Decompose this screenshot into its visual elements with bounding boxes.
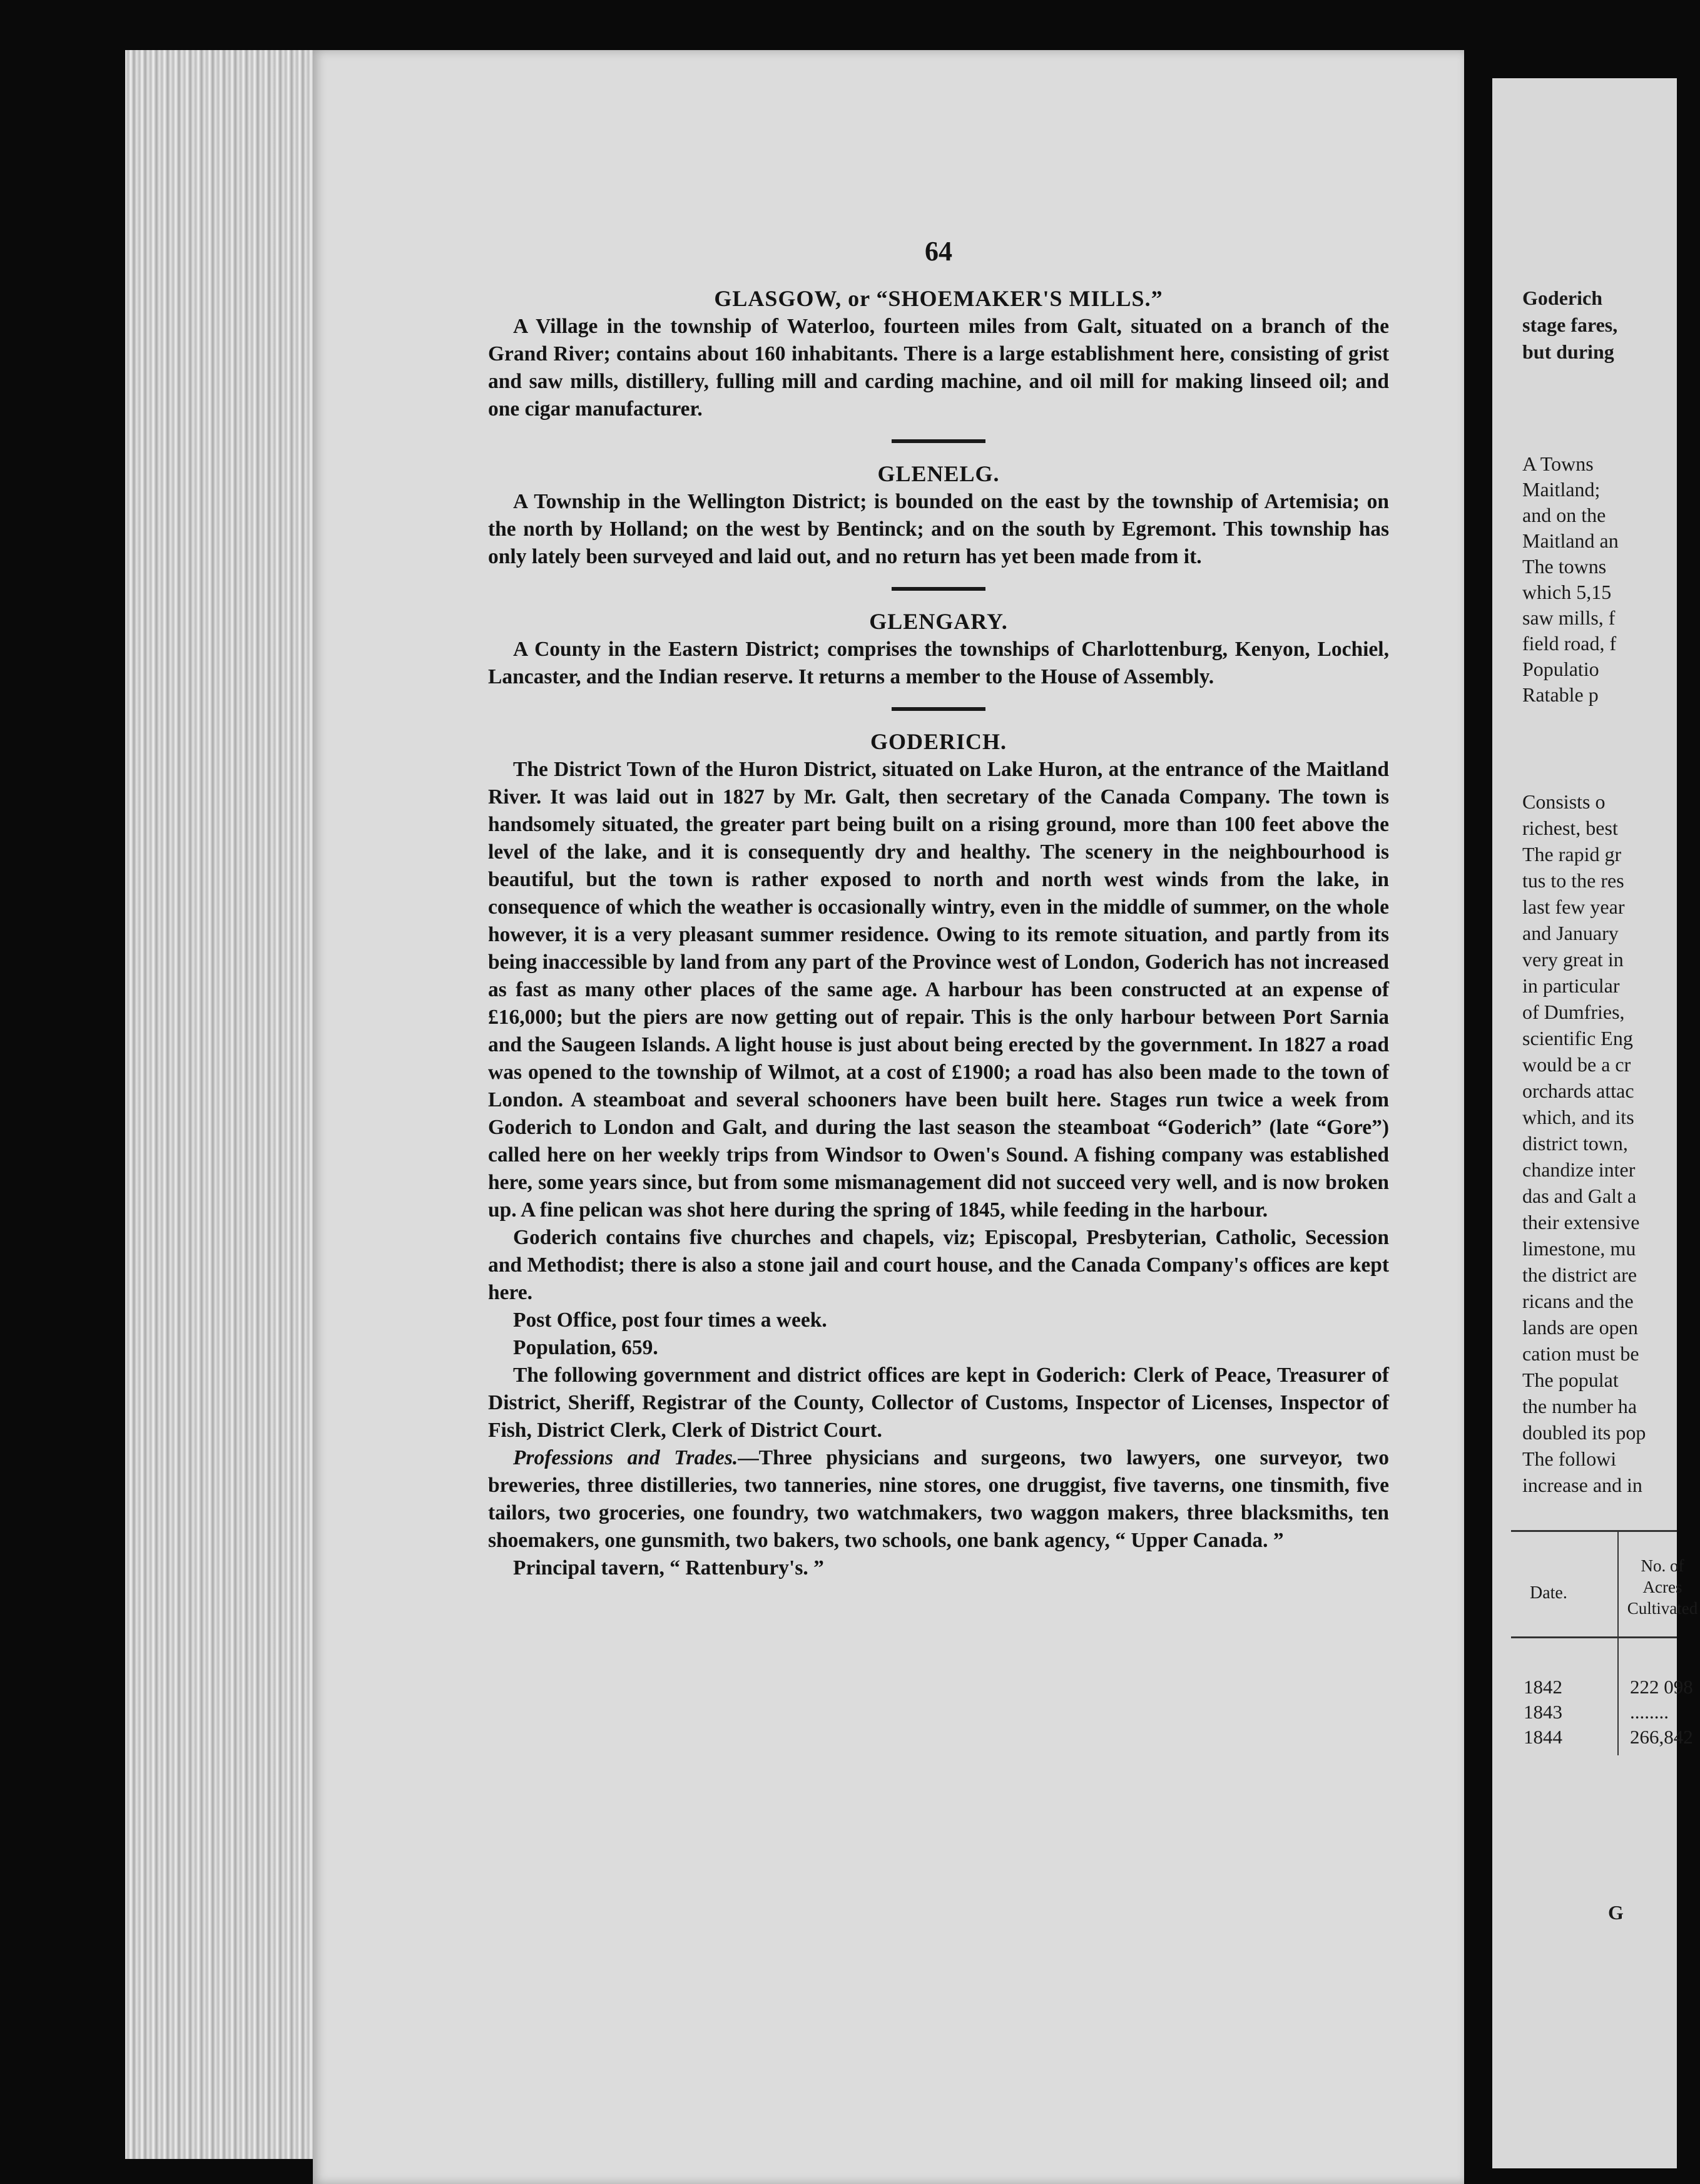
facing-page-line: Goderich — [1522, 287, 1602, 309]
section-divider — [892, 439, 985, 443]
facing-page-line: ricans and the — [1522, 1290, 1634, 1312]
facing-page-line: scientific Eng — [1522, 1027, 1633, 1049]
entry-paragraph: Goderich contains five churches and chapels, viz; Episcopal, Presbyterian, Catholic, Secession and Methodist; there is also a stone jail and court house, and the Canada Company's offices are kept here. — [488, 1226, 1389, 1304]
principal-tavern-line: Principal tavern, “ Rattenbury's. ” — [513, 1556, 824, 1579]
entry-paragraph: A Township in the Wellington District; is bounded on the east by the township of Artemisia; on the north by Holland; on the west by Bentinck; and on the south by Egremont. This township has only lately been surveyed and laid out, and no return has yet been made from it. — [488, 490, 1389, 568]
facing-page-line: increase and in — [1522, 1474, 1642, 1496]
entry-paragraph: The following government and district offices are kept in Goderich: Clerk of Peace, Treasurer of District, Sheriff, Registrar of the County, Collector of Customs, Inspector of Licenses, Inspector of Fish, District Clerk, Clerk of District Court. — [488, 1364, 1389, 1442]
facing-page-line: das and Galt a — [1522, 1185, 1637, 1207]
entry-glenelg — [488, 459, 1389, 571]
table-rule — [1511, 1636, 1677, 1638]
population-line: Population, 659. — [513, 1336, 658, 1359]
facing-page-line: field road, f — [1522, 632, 1617, 655]
facing-page-line: The followi — [1522, 1447, 1617, 1470]
facing-page-line: richest, best — [1522, 817, 1618, 839]
facing-page-line: lands are open — [1522, 1316, 1638, 1339]
facing-page-line: which, and its — [1522, 1106, 1634, 1128]
section-divider — [892, 707, 985, 711]
entry-paragraph: A County in the Eastern District; comprises the townships of Charlottenburg, Kenyon, Lochiel, Lancaster, and the Indian reserve. It returns a member to the House of Assembly. — [488, 638, 1389, 688]
entry-glasgow — [488, 284, 1389, 423]
table-rule — [1511, 1530, 1677, 1532]
entry-paragraph: The District Town of the Huron District, situated on Lake Huron, at the entrance of the Maitland River. It was laid out in 1827 by Mr. Galt, then secretary of the Canada Company. The town is handsomely situated, the greater part being built on a rising ground, more than 100 feet above the level of the lake, and it is consequently dry and healthy. The scenery in the neighbourhood is beautiful, but the town is rather exposed to north and north west winds from the lake, in consequence of which the weather is occasionally wintry, even in the middle of summer, on the whole however, it is a very pleasant summer residence. Owing to its remote situation, and partly from its being inaccessible by land from any part of the Province west of London, Goderich has not increased as fast as many other places of the same age. A harbour has been constructed at an expense of £16,000; but the piers are now getting out of repair. This is the only harbour between Port Sarnia and the Saugeen Islands. A light house is just about being erected by the government. In 1827 a road was opened to the township of Wilmot, at a cost of £1900; a road has also been made to the town of London. A steamboat and several schooners have been built here. Stages run twice a week from Goderich to London and Galt, and during the last season the steamboat “Goderich” (late “Gore”) called here on her weekly trips from Windsor to Owen's Sound. A fishing company was established here, some years since, but from some mismanagement did not succeed very well, and is now broken up. A fine pelican was shot here during the spring of 1845, while feeding in the harbour. — [488, 758, 1389, 1222]
facing-page-line: Ratable p — [1522, 683, 1599, 706]
facing-page-line: of Dumfries, — [1522, 1001, 1625, 1023]
facing-page-line: the number ha — [1522, 1395, 1637, 1417]
entry-title: GODERICH. — [870, 729, 1007, 754]
facing-page-line: chandize inter — [1522, 1158, 1636, 1181]
facing-page-line: A Towns — [1522, 452, 1594, 475]
facing-page-line: orchards attac — [1522, 1079, 1634, 1102]
table-cell: ........ — [1630, 1701, 1669, 1723]
page-content — [488, 238, 1389, 1582]
facing-page-line: would be a cr — [1522, 1053, 1631, 1076]
facing-page-line: which 5,15 — [1522, 581, 1612, 603]
entry-title: GLENGARY. — [869, 609, 1008, 634]
facing-page-line: very great in — [1522, 948, 1624, 971]
table-header: Date. — [1530, 1583, 1567, 1603]
facing-page-line: The rapid gr — [1522, 843, 1622, 865]
table-cell: 1844 — [1524, 1726, 1562, 1748]
table-cell: 266,842 — [1630, 1726, 1693, 1748]
facing-page-line: cation must be — [1522, 1342, 1639, 1365]
professions-paragraph — [488, 1444, 1389, 1554]
professions-label: Professions and Trades. — [513, 1446, 738, 1469]
facing-page-line: and on the — [1522, 504, 1606, 526]
facing-page-line: their extensive — [1522, 1211, 1640, 1233]
page-edge-stack — [125, 50, 313, 2159]
entry-paragraph: A Village in the township of Waterloo, fourteen miles from Galt, situated on a branch of the Grand River; contains about 160 inhabitants. There is a large establishment here, consisting of grist and saw mills, distillery, fulling mill and carding machine, and oil mill for making linseed oil; and one cigar manufacturer. — [488, 315, 1389, 421]
table-cell: 222 098 — [1630, 1676, 1693, 1698]
post-office-line: Post Office, post four times a week. — [513, 1309, 827, 1332]
facing-page-line: The towns — [1522, 555, 1607, 578]
table-header: No. of Acres Cultivated — [1627, 1556, 1698, 1618]
signature-mark: G — [1608, 1901, 1624, 1924]
professions-text: —Three physicians and surgeons, two lawyers, one surveyor, two breweries, three distilleries, two tanneries, nine stores, one druggist, five taverns, one tinsmith, five tailors, two groceries, one foundry, two watchmakers, two waggon makers, three blacksmiths, ten shoemakers, one gunsmith, two bakers, two schools, one bank agency, “ Upper Canada. ” — [488, 1446, 1389, 1552]
section-divider — [892, 587, 985, 591]
table-cell: 1843 — [1524, 1701, 1562, 1723]
table-cell: 1842 — [1524, 1676, 1562, 1698]
facing-page-line: and January — [1522, 922, 1619, 944]
facing-page-line: Consists o — [1522, 790, 1606, 813]
facing-page-line: Maitland an — [1522, 529, 1619, 552]
table-column-rule — [1617, 1530, 1619, 1755]
page-number: 64 — [925, 236, 952, 267]
facing-page-line: stage fares, — [1522, 314, 1618, 336]
facing-page-line: Maitland; — [1522, 478, 1601, 501]
facing-page-line: Populatio — [1522, 658, 1599, 680]
facing-page-line: tus to the res — [1522, 869, 1624, 892]
facing-page-line: doubled its pop — [1522, 1421, 1646, 1444]
entry-goderich — [488, 727, 1389, 1582]
facing-page-line: limestone, mu — [1522, 1237, 1636, 1260]
facing-page-line: in particular — [1522, 974, 1620, 997]
facing-page-fragment — [1492, 78, 1698, 2168]
facing-page-line: but during — [1522, 340, 1614, 363]
entry-title: GLASGOW, or “SHOEMAKER'S MILLS.” — [714, 286, 1163, 311]
facing-page-line: last few year — [1522, 896, 1625, 918]
facing-page-line: saw mills, f — [1522, 606, 1616, 629]
facing-page-line: the district are — [1522, 1263, 1637, 1286]
facing-page-line: district town, — [1522, 1132, 1628, 1155]
entry-glengary — [488, 607, 1389, 691]
facing-page-line: The populat — [1522, 1369, 1619, 1391]
entry-title: GLENELG. — [877, 461, 1000, 486]
